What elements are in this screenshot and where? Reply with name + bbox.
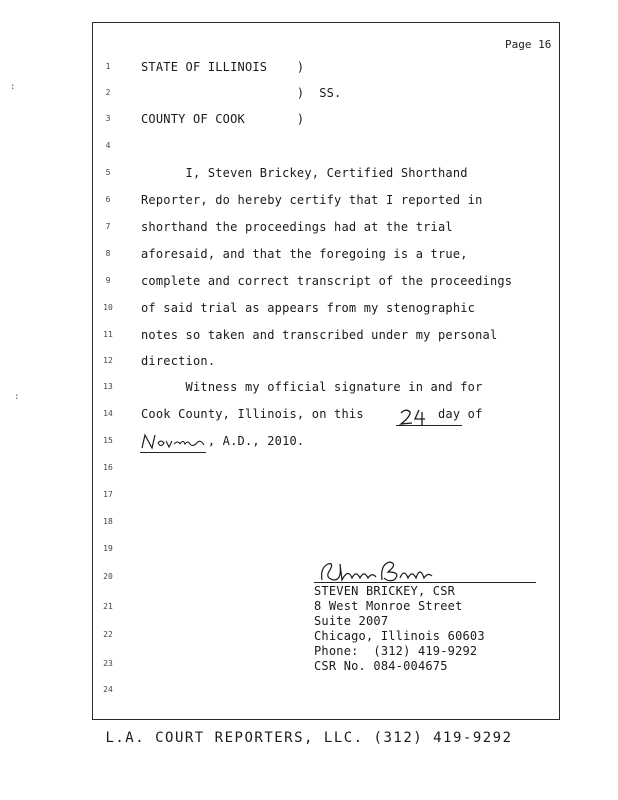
- line-number: 2: [105, 88, 111, 97]
- transcript-line: , A.D., 2010.: [141, 434, 305, 448]
- line-number: 13: [103, 382, 113, 391]
- line-number: 16: [103, 463, 113, 472]
- line-number: 20: [103, 572, 113, 581]
- line-number: 3: [105, 114, 111, 123]
- transcript-line: Cook County, Illinois, on this day of: [141, 407, 483, 421]
- line-number: 15: [103, 436, 113, 445]
- line-number: 12: [103, 356, 113, 365]
- transcript-line: shorthand the proceedings had at the trial: [141, 220, 453, 234]
- line-number: 22: [103, 630, 113, 639]
- reporter-name: STEVEN BRICKEY, CSR: [314, 584, 456, 598]
- reporter-suite: Suite 2007: [314, 614, 389, 628]
- transcript-line: STATE OF ILLINOIS ): [141, 60, 305, 74]
- line-number: 14: [103, 409, 113, 418]
- signature-line: [314, 582, 536, 583]
- line-number: 19: [103, 544, 113, 553]
- transcript-line: complete and correct transcript of the proceedings: [141, 274, 513, 288]
- month-underline: [140, 452, 206, 453]
- line-number: 5: [105, 168, 111, 177]
- reporter-address: 8 West Monroe Street: [314, 599, 463, 613]
- line-number: 23: [103, 659, 113, 668]
- transcript-line: ) SS.: [141, 86, 342, 100]
- line-number: 24: [103, 685, 113, 694]
- line-number: 6: [105, 195, 111, 204]
- margin-mark: :: [10, 82, 16, 92]
- transcript-line: aforesaid, and that the foregoing is a true,: [141, 247, 468, 261]
- footer: L.A. COURT REPORTERS, LLC. (312) 419-9292: [105, 730, 513, 746]
- line-number: 7: [105, 222, 111, 231]
- line-number: 17: [103, 490, 113, 499]
- reporter-csr-number: CSR No. 084-004675: [314, 659, 448, 673]
- reporter-city: Chicago, Illinois 60603: [314, 629, 485, 643]
- transcript-line: notes so taken and transcribed under my personal: [141, 328, 498, 342]
- transcript-line: COUNTY OF COOK ): [141, 112, 305, 126]
- line-number: 9: [105, 276, 111, 285]
- reporter-phone: Phone: (312) 419-9292: [314, 644, 478, 658]
- line-number: 11: [103, 330, 113, 339]
- line-number: 4: [105, 141, 111, 150]
- transcript-line: direction.: [141, 354, 216, 368]
- transcript-line: Reporter, do hereby certify that I reported in: [141, 193, 483, 207]
- margin-mark: :: [14, 392, 20, 402]
- transcript-line: of said trial as appears from my stenographic: [141, 301, 476, 315]
- line-number: 21: [103, 602, 113, 611]
- transcript-line: Witness my official signature in and for: [141, 380, 483, 394]
- line-number: 8: [105, 249, 111, 258]
- handwritten-day: [398, 408, 432, 426]
- page-number: Page 16: [505, 38, 552, 51]
- line-number: 1: [105, 62, 111, 71]
- line-number: 10: [103, 303, 113, 312]
- handwritten-month: [140, 433, 208, 451]
- transcript-line: I, Steven Brickey, Certified Shorthand: [141, 166, 468, 180]
- line-number: 18: [103, 517, 113, 526]
